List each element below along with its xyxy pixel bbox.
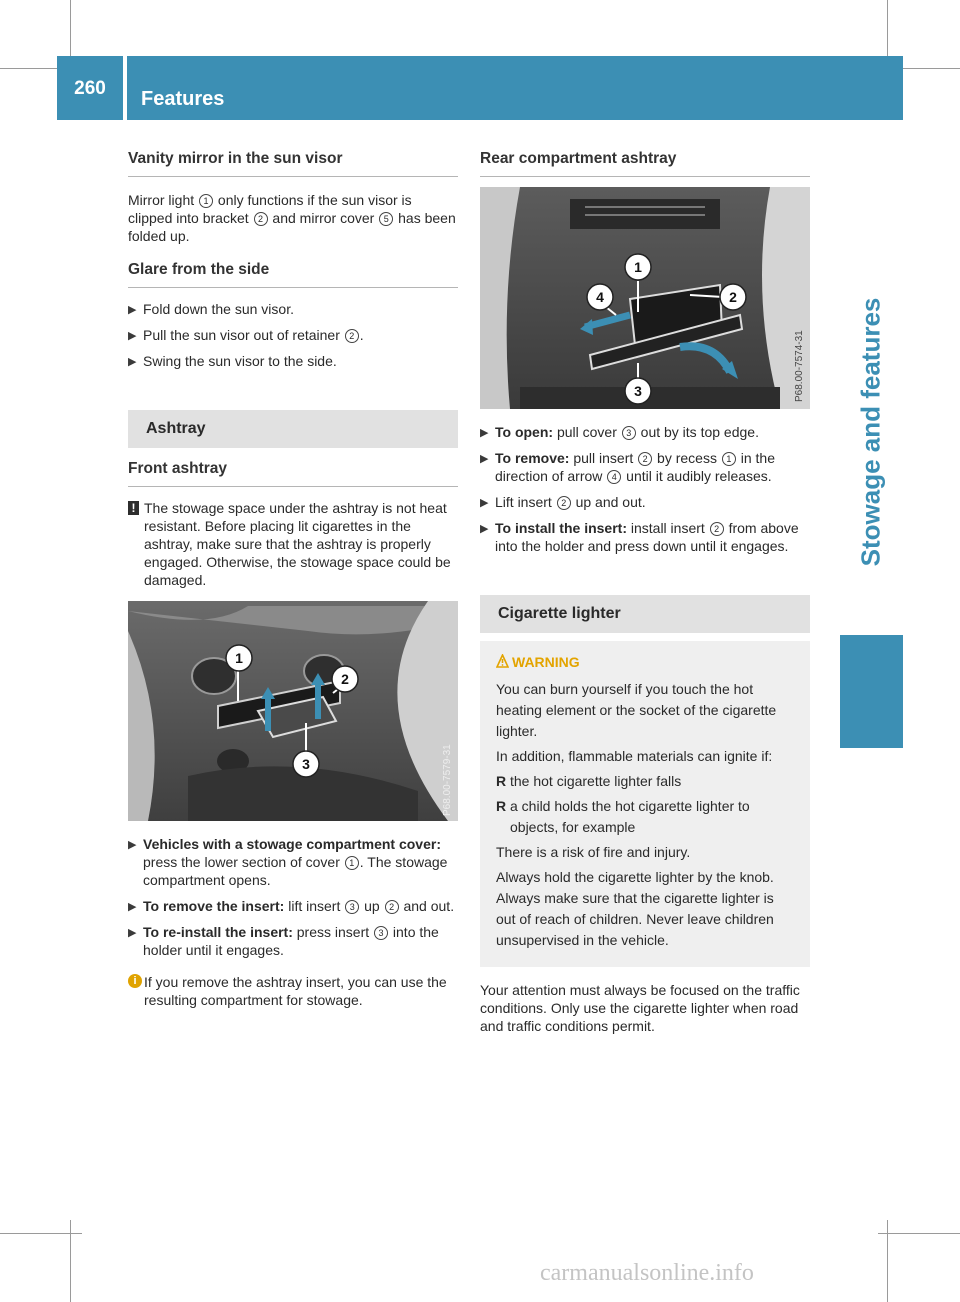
front-ashtray-heading: Front ashtray <box>128 460 458 487</box>
warning-title: WARNING <box>496 653 794 671</box>
right-column <box>480 150 810 1035</box>
watermark: carmanualsonline.info <box>540 1260 754 1286</box>
front-step: ▶ Vehicles with a stowage compartment cover: press the lower section of cover 1 . The stowage compartment opens. <box>128 836 448 888</box>
glare-step: ▶ Fold down the sun visor. <box>128 301 294 317</box>
info-note: i If you remove the ashtray insert, you can use the resulting compartment for stowage. <box>128 973 458 1009</box>
front-step: ▶ To re-install the insert: press insert 3 into the holder until it engages. <box>128 924 439 958</box>
callout-1 <box>625 254 651 280</box>
warning-text: Always hold the cigarette lighter by the knob. Always make sure that the cigarette lighter is out of reach of children. Never leave children unsupervised in the vehicle. <box>496 869 774 948</box>
cigarette-lighter-banner: Cigarette lighter <box>480 595 810 633</box>
callout-2 <box>720 284 746 310</box>
glare-heading: Glare from the side <box>128 261 458 288</box>
callout-3 <box>293 751 319 777</box>
closing-text: Your attention must always be focused on the traffic conditions. Only use the cigarette lighter when road and traffic conditions permit. <box>480 982 800 1034</box>
section-title: Features <box>141 88 225 110</box>
callout-3 <box>625 378 651 404</box>
rear-ashtray-photo <box>480 187 810 409</box>
warning-text: There is a risk of fire and injury. <box>496 844 691 860</box>
svg-text:3: 3 <box>302 756 310 772</box>
callout-4 <box>587 284 613 310</box>
side-tab-block <box>840 635 903 748</box>
svg-text:1: 1 <box>634 259 642 275</box>
vanity-heading: Vanity mirror in the sun visor <box>128 150 458 177</box>
left-column <box>128 150 458 1009</box>
notice-text: ! The stowage space under the ashtray is not heat resistant. Before placing lit cigarettes in the ashtray, make sure that the ashtray is properly engaged. Otherwise, the stowage space could be damaged. <box>128 499 458 589</box>
warning-text: In addition, flammable materials can ignite if: <box>496 748 773 764</box>
image-code: P68.00-7574-31 <box>794 330 805 402</box>
page-number: 260 <box>74 78 106 99</box>
exclamation-icon: ! <box>128 501 139 515</box>
warning-text: You can burn yourself if you touch the hot heating element or the socket of the cigarette lighter. <box>496 681 777 739</box>
warning-triangle-icon <box>496 654 509 668</box>
svg-text:3: 3 <box>634 383 642 399</box>
ashtray-banner: Ashtray <box>128 410 458 448</box>
rear-step: ▶ To install the insert: install insert 2 from above into the holder and press down until it engages. <box>480 520 799 554</box>
warning-box <box>480 641 810 967</box>
rear-step: ▶ To remove: pull insert 2 by recess 1 in the direction of arrow 4 until it audibly releases. <box>480 450 775 484</box>
info-icon: i <box>128 974 142 988</box>
rear-ashtray-heading: Rear compartment ashtray <box>480 150 810 177</box>
svg-text:2: 2 <box>341 671 349 687</box>
warning-bullet: R a child holds the hot cigarette lighter to objects, for example <box>496 798 750 835</box>
svg-text:1: 1 <box>235 650 243 666</box>
rear-step: ▶ To open: pull cover 3 out by its top edge. <box>480 424 759 440</box>
svg-text:2: 2 <box>729 289 737 305</box>
rear-step: ▶ Lift insert 2 up and out. <box>480 494 646 510</box>
crop-mark <box>878 1233 960 1234</box>
side-tab-label: Stowage and features <box>855 297 886 567</box>
callout-1 <box>226 645 252 671</box>
vanity-text: Mirror light 1 only functions if the sun visor is clipped into bracket 2 and mirror cover 5 has been folded up. <box>128 192 456 244</box>
glare-step: ▶ Swing the sun visor to the side. <box>128 353 337 369</box>
crop-mark <box>0 1233 82 1234</box>
warning-bullet: R the hot cigarette lighter falls <box>496 773 682 789</box>
image-code: P68.00-7579-31 <box>442 744 453 816</box>
callout-2 <box>332 666 358 692</box>
front-step: ▶ To remove the insert: lift insert 3 up 2 and out. <box>128 898 455 914</box>
front-ashtray-photo <box>128 601 458 821</box>
header-divider <box>123 56 127 120</box>
svg-text:4: 4 <box>596 289 604 305</box>
glare-step: ▶ Pull the sun visor out of retainer 2 . <box>128 327 364 343</box>
